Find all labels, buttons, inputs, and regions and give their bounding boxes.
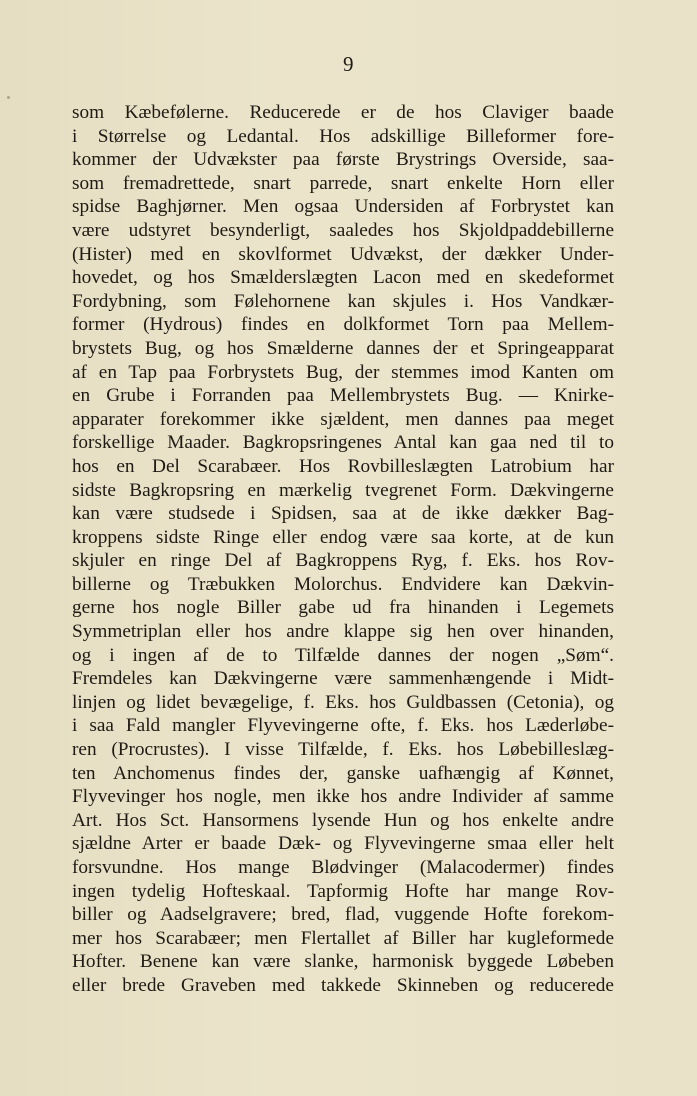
text-line: brystets Bug, og hos Smælderne dannes der et Springeapparat [72, 337, 614, 359]
text-line: ingen tydelig Hofteskaal. Tapformig Hofte har mange Rov- [72, 880, 614, 902]
text-line: kommer der Udvækster paa første Brystrings Overside, saa- [72, 149, 614, 171]
text-line: Flyvevinger hos nogle, men ikke hos andre Individer af samme [72, 786, 614, 808]
text-line: sidste Bagkropsring en mærkelig tvegrenet Form. Dækvingerne [72, 479, 614, 501]
text-line: ten Anchomenus findes der, ganske uafhængig af Kønnet, [72, 762, 614, 784]
text-line: skjuler en ringe Del af Bagkroppens Ryg, f. Eks. hos Rov- [72, 550, 614, 572]
text-line: Fordybning, som Følehornene kan skjules i. Hos Vandkær- [72, 290, 614, 312]
text-line: kroppens sidste Ringe eller endog være saa korte, at de kun [72, 526, 614, 548]
text-line: gerne hos nogle Biller gabe ud fra hinanden i Legemets [72, 597, 614, 619]
text-line: som Kæbefølerne. Reducerede er de hos Claviger baade [72, 102, 614, 123]
text-line: i Størrelse og Ledantal. Hos adskillige Billeformer fore- [72, 125, 614, 147]
text-line: kan være studsede i Spidsen, saa at de ikke dækker Bag- [72, 503, 614, 525]
paper-speck [7, 96, 10, 99]
body-text [72, 101, 614, 998]
text-line: billerne og Træbukken Molorchus. Endvidere kan Dækvin- [72, 573, 614, 595]
text-line: mer hos Scarabæer; men Flertallet af Biller har kugleformede [72, 927, 614, 949]
text-line: apparater forekommer ikke sjældent, men dannes paa meget [72, 408, 614, 430]
text-line: som fremadrettede, snart parrede, snart enkelte Horn eller [72, 172, 614, 194]
text-line: (Hister) med en skovlformet Udvækst, der dækker Under- [72, 243, 614, 265]
text-line: og i ingen af de to Tilfælde dannes der nogen „Søm“. [72, 644, 614, 666]
text-line: spidse Baghjørner. Men ogsaa Undersiden af Forbrystet kan [72, 196, 614, 218]
text-line: Symmetriplan eller hos andre klappe sig hen over hinanden, [72, 621, 614, 643]
text-line: sjældne Arter er baade Dæk- og Flyvevingerne smaa eller helt [72, 833, 614, 855]
text-line: Art. Hos Sct. Hansormens lysende Hun og hos enkelte andre [72, 809, 614, 831]
text-line: hovedet, og hos Smælderslægten Lacon med en skedeformet [72, 267, 614, 289]
page-number: 9 [343, 52, 354, 76]
text-line: linjen og lidet bevægelige, f. Eks. hos Guldbassen (Cetonia), og [72, 691, 614, 713]
text-line: former (Hydrous) findes en dolkformet Torn paa Mellem- [72, 314, 614, 336]
text-line: af en Tap paa Forbrystets Bug, der stemmes imod Kanten om [72, 361, 614, 383]
text-line: i saa Fald mangler Flyvevingerne ofte, f. Eks. hos Læderløbe- [72, 715, 614, 737]
text-line: forsvundne. Hos mange Blødvinger (Malacodermer) findes [72, 857, 614, 878]
text-line: hos en Del Scarabæer. Hos Rovbilleslægten Latrobium har [72, 455, 614, 477]
text-line: ren (Procrustes). I visse Tilfælde, f. Eks. hos Løbebilleslæg- [72, 739, 614, 761]
text-line: Hofter. Benene kan være slanke, harmonisk byggede Løbeben [72, 951, 614, 973]
text-line: en Grube i Forranden paa Mellembrystets Bug. — Knirke- [72, 385, 614, 407]
text-line: forskellige Maader. Bagkropsringenes Antal kan gaa ned til to [72, 432, 614, 454]
text-line: være udstyret besynderligt, saaledes hos Skjoldpaddebillerne [72, 219, 614, 241]
text-line: eller brede Graveben med takkede Skinneben og reducerede [72, 974, 614, 996]
text-line: biller og Aadselgravere; bred, flad, vuggende Hofte forekom- [72, 904, 614, 926]
text-line: Fremdeles kan Dækvingerne være sammenhængende i Midt- [72, 668, 614, 690]
